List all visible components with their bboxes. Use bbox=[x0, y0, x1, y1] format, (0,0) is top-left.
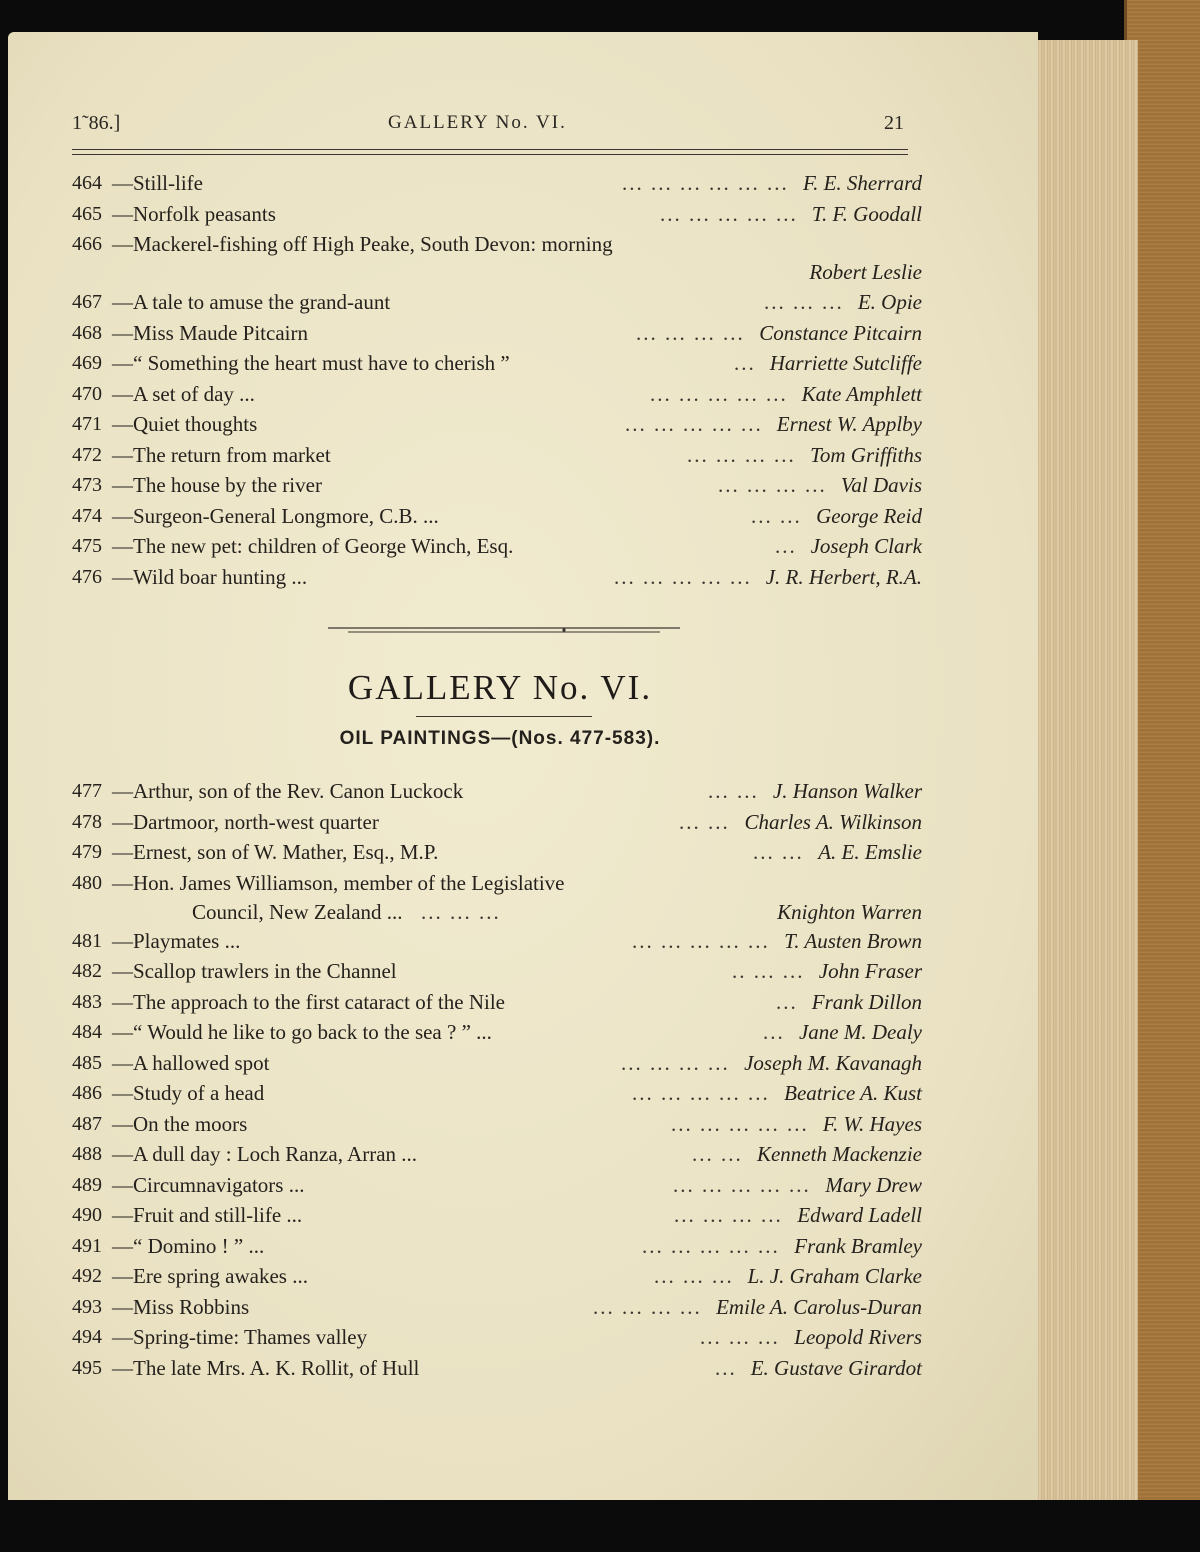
entry-number: 473 bbox=[72, 474, 102, 496]
entry-leader-dots: ... ... ... bbox=[764, 290, 844, 314]
entry-artist: Charles A. Wilkinson bbox=[744, 809, 922, 834]
entry-leader-dots: ... ... ... ... ... ... bbox=[622, 171, 789, 195]
entry-number: 492 bbox=[72, 1265, 102, 1287]
catalogue-entry bbox=[72, 1355, 922, 1386]
entry-title: —Hon. James Williamson, member of the Legislative bbox=[112, 870, 565, 895]
catalogue-entry bbox=[72, 809, 922, 840]
entry-artist: Val Davis bbox=[840, 473, 922, 497]
catalogue-entry bbox=[72, 1050, 922, 1081]
entry-leader-dots: ... ... ... ... ... bbox=[642, 1233, 780, 1258]
entry-number: 490 bbox=[72, 1204, 102, 1226]
entry-leader-dots: ... ... ... ... ... bbox=[660, 201, 798, 226]
section-title-rule bbox=[416, 716, 592, 717]
entry-number: 479 bbox=[72, 841, 102, 863]
entry-artist: George Reid bbox=[816, 503, 922, 528]
section-subtitle: OIL PAINTINGS—(Nos. 477-583). bbox=[339, 728, 661, 749]
entry-leader-dots: ... ... bbox=[692, 1142, 743, 1166]
entry-leader-dots: ... ... ... bbox=[654, 1264, 734, 1288]
running-head bbox=[72, 112, 904, 142]
entry-number: 468 bbox=[72, 321, 102, 344]
entry-number: 491 bbox=[72, 1234, 102, 1257]
catalogue-entry bbox=[72, 472, 922, 503]
catalogue-entry bbox=[72, 989, 922, 1020]
entry-leader-dots: ... ... ... ... ... bbox=[625, 412, 763, 436]
section-divider-ornament bbox=[328, 626, 680, 634]
entry-artist: Knighton Warren bbox=[777, 899, 922, 924]
catalogue-entry bbox=[72, 1263, 922, 1294]
entry-artist: F. E. Sherrard bbox=[802, 171, 922, 195]
entry-artist: Leopold Rivers bbox=[794, 1325, 922, 1349]
entry-number: 486 bbox=[72, 1082, 102, 1104]
entry-title: —“ Would he like to go back to the sea ? ” ... bbox=[112, 1020, 492, 1044]
running-head-title: GALLERY No. VI. bbox=[388, 112, 567, 133]
entry-artist: Joseph M. Kavanagh bbox=[744, 1050, 922, 1075]
entry-number: 466 bbox=[72, 233, 102, 255]
entry-artist: Ernest W. Applby bbox=[776, 412, 922, 436]
entry-artist: Mary Drew bbox=[825, 1172, 922, 1197]
entry-artist: J. Hanson Walker bbox=[772, 779, 922, 803]
entry-number: 467 bbox=[72, 291, 102, 313]
entry-title: —Wild boar hunting ... bbox=[112, 564, 308, 589]
entry-title: —Mackerel-fishing off High Peake, South Devon: morning bbox=[112, 232, 613, 256]
catalogue-entry bbox=[72, 1141, 922, 1172]
entry-number: 475 bbox=[72, 535, 102, 557]
entry-title: —Arthur, son of the Rev. Canon Luckock bbox=[112, 779, 464, 803]
catalogue-entry bbox=[72, 839, 922, 870]
entry-artist: L. J. Graham Clarke bbox=[747, 1264, 922, 1288]
entry-title: —A hallowed spot bbox=[112, 1050, 270, 1075]
entry-number: 465 bbox=[72, 202, 102, 225]
entry-number: 469 bbox=[72, 352, 102, 374]
entry-title: —A set of day ... bbox=[112, 381, 255, 406]
catalogue-entry bbox=[72, 320, 922, 351]
entry-title: —A dull day : Loch Ranza, Arran ... bbox=[112, 1142, 418, 1166]
entry-number: 488 bbox=[72, 1143, 102, 1165]
entry-leader-dots: ... ... ... ... ... bbox=[673, 1172, 811, 1197]
catalogue-entry bbox=[72, 1019, 922, 1050]
header-rule-top bbox=[72, 149, 908, 150]
entry-artist: J. R. Herbert, R.A. bbox=[765, 564, 922, 589]
entry-leader-dots: ... bbox=[776, 989, 798, 1014]
entry-leader-dots: ... ... ... ... bbox=[636, 320, 745, 345]
catalogue-entry bbox=[72, 503, 922, 534]
entry-number: 485 bbox=[72, 1051, 102, 1074]
entry-number: 484 bbox=[72, 1021, 102, 1043]
entry-leader-dots: ... ... ... ... ... bbox=[650, 381, 788, 406]
catalogue-entry bbox=[72, 778, 922, 809]
entry-title: —The late Mrs. A. K. Rollit, of Hull bbox=[112, 1355, 420, 1380]
entry-artist: Joseph Clark bbox=[810, 534, 922, 558]
entry-title: —Quiet thoughts bbox=[112, 412, 258, 436]
catalogue-entry bbox=[72, 928, 922, 959]
page-number: 21 bbox=[884, 112, 904, 134]
entry-leader-dots: ... ... ... ... ... bbox=[632, 928, 770, 953]
catalogue-entry bbox=[72, 1111, 922, 1142]
entry-title: —Miss Maude Pitcairn bbox=[112, 320, 308, 345]
entry-title: —Fruit and still-life ... bbox=[112, 1203, 303, 1227]
entry-title: —Ernest, son of W. Mather, Esq., M.P. bbox=[112, 840, 439, 864]
entry-leader-dots: ... ... ... ... bbox=[687, 442, 796, 467]
entry-artist: T. F. Goodall bbox=[811, 201, 922, 226]
entry-leader-dots: ... ... ... ... ... bbox=[671, 1111, 809, 1136]
entry-artist: Kate Amphlett bbox=[801, 381, 922, 406]
entry-title: —A tale to amuse the grand-aunt bbox=[112, 290, 391, 314]
entry-leader-dots: ... ... ... ... bbox=[718, 473, 827, 497]
catalogue-entry bbox=[72, 533, 922, 564]
entry-artist: Harriette Sutcliffe bbox=[769, 351, 922, 375]
entry-leader-dots: ... ... bbox=[708, 779, 759, 803]
entry-title: —Surgeon-General Longmore, C.B. ... bbox=[112, 503, 439, 528]
entry-number: 494 bbox=[72, 1326, 102, 1348]
entry-title: —Scallop trawlers in the Channel bbox=[112, 959, 397, 983]
entry-leader-dots: ... ... ... ... ... bbox=[614, 564, 752, 589]
background-bottom bbox=[0, 1500, 1200, 1552]
entry-artist: Jane M. Dealy bbox=[798, 1020, 922, 1044]
catalogue-entry bbox=[72, 350, 922, 381]
entry-artist: F. W. Hayes bbox=[822, 1111, 922, 1136]
entry-artist: Kenneth Mackenzie bbox=[756, 1142, 922, 1166]
entry-number: 474 bbox=[72, 504, 102, 527]
entry-title: —Ere spring awakes ... bbox=[112, 1264, 308, 1288]
entry-title: —The return from market bbox=[112, 442, 331, 467]
entry-artist: A. E. Emslie bbox=[818, 840, 922, 864]
entry-artist: Constance Pitcairn bbox=[759, 320, 922, 345]
entry-leader-dots: ... ... ... ... bbox=[674, 1203, 783, 1227]
entry-number: 493 bbox=[72, 1295, 102, 1318]
entry-title: —Norfolk peasants bbox=[112, 201, 276, 226]
entry-leader-dots: ... ... bbox=[753, 840, 804, 864]
entry-title: —The new pet: children of George Winch, Esq. bbox=[112, 534, 514, 558]
entry-number: 481 bbox=[72, 929, 102, 952]
entry-number: 472 bbox=[72, 443, 102, 466]
entry-leader-dots: ... ... ... ... bbox=[593, 1294, 702, 1319]
entry-artist: T. Austen Brown bbox=[784, 928, 922, 953]
entry-artist: Frank Dillon bbox=[811, 989, 922, 1014]
entry-title: —On the moors bbox=[112, 1111, 248, 1136]
entry-leader-dots: ... ... bbox=[679, 809, 730, 834]
entry-number: 487 bbox=[72, 1112, 102, 1135]
catalogue-entry bbox=[72, 870, 922, 928]
entry-artist: E. Gustave Girardot bbox=[750, 1355, 922, 1380]
catalogue-entry bbox=[72, 564, 922, 595]
entry-artist: Beatrice A. Kust bbox=[784, 1081, 922, 1105]
entry-artist: Robert Leslie bbox=[809, 260, 922, 284]
entry-leader-dots: ... bbox=[734, 351, 756, 375]
entry-title: —The approach to the first cataract of the Nile bbox=[112, 989, 505, 1014]
entry-title: —“ Domino ! ” ... bbox=[112, 1233, 265, 1258]
catalogue-entry bbox=[72, 289, 922, 320]
entry-leader-dots: ... ... ... bbox=[700, 1325, 780, 1349]
entry-number: 478 bbox=[72, 810, 102, 833]
catalogue-entry bbox=[72, 411, 922, 442]
catalogue-entry bbox=[72, 1172, 922, 1203]
entry-leader-dots: ... bbox=[763, 1020, 785, 1044]
section-title: GALLERY No. VI. bbox=[347, 668, 653, 707]
catalogue-entry bbox=[72, 1294, 922, 1325]
entry-artist: John Fraser bbox=[818, 959, 922, 983]
header-rule-bottom bbox=[72, 154, 908, 155]
entry-artist: Edward Ladell bbox=[797, 1203, 922, 1227]
catalogue-entry bbox=[72, 958, 922, 989]
entry-title: —Spring-time: Thames valley bbox=[112, 1325, 368, 1349]
entry-number: 470 bbox=[72, 382, 102, 405]
catalogue-entry bbox=[72, 381, 922, 412]
catalogue-list-bottom bbox=[72, 778, 922, 1385]
catalogue-entry bbox=[72, 1080, 922, 1111]
catalogue-entry bbox=[72, 231, 922, 289]
entry-artist: E. Opie bbox=[857, 290, 922, 314]
entry-title: —Circumnavigators ... bbox=[112, 1172, 305, 1197]
entry-leader-dots: ... ... ... ... ... bbox=[632, 1081, 770, 1105]
entry-title: —Miss Robbins bbox=[112, 1294, 250, 1319]
entry-number: 482 bbox=[72, 960, 102, 982]
entry-number: 489 bbox=[72, 1173, 102, 1196]
entry-number: 476 bbox=[72, 565, 102, 588]
entry-artist: Emile A. Carolus-Duran bbox=[716, 1294, 922, 1319]
entry-title: —The house by the river bbox=[112, 473, 322, 497]
entry-number: 464 bbox=[72, 172, 102, 194]
running-head-year: 1˜86.] bbox=[72, 112, 121, 134]
entry-leader-dots: ... ... ... bbox=[421, 899, 501, 924]
entry-number: 483 bbox=[72, 990, 102, 1013]
catalogue-entry bbox=[72, 442, 922, 473]
entry-leader-dots: ... bbox=[775, 534, 797, 558]
entry-leader-dots: ... ... ... ... bbox=[621, 1050, 730, 1075]
entry-title: —Playmates ... bbox=[112, 928, 241, 953]
catalogue-entry bbox=[72, 1324, 922, 1355]
catalogue-entry bbox=[72, 201, 922, 232]
entry-title: —Still-life bbox=[112, 171, 203, 195]
entry-leader-dots: ... bbox=[715, 1355, 737, 1380]
catalogue-entry bbox=[72, 1233, 922, 1264]
entry-number: 477 bbox=[72, 780, 102, 802]
catalogue-entry bbox=[72, 1202, 922, 1233]
entry-leader-dots: .. ... ... bbox=[732, 959, 805, 983]
catalogue-entry bbox=[72, 170, 922, 201]
entry-number: 495 bbox=[72, 1356, 102, 1379]
catalogue-list-top bbox=[72, 170, 922, 594]
entry-number: 480 bbox=[72, 871, 102, 894]
entry-title: —“ Something the heart must have to cherish ” bbox=[112, 351, 510, 375]
entry-artist: Frank Bramley bbox=[794, 1233, 922, 1258]
entry-number: 471 bbox=[72, 413, 102, 435]
entry-leader-dots: ... ... bbox=[751, 503, 802, 528]
entry-title-continued: Council, New Zealand ... bbox=[192, 899, 403, 924]
entry-title: —Dartmoor, north-west quarter bbox=[112, 809, 379, 834]
entry-artist: Tom Griffiths bbox=[810, 442, 922, 467]
entry-title: —Study of a head bbox=[112, 1081, 265, 1105]
